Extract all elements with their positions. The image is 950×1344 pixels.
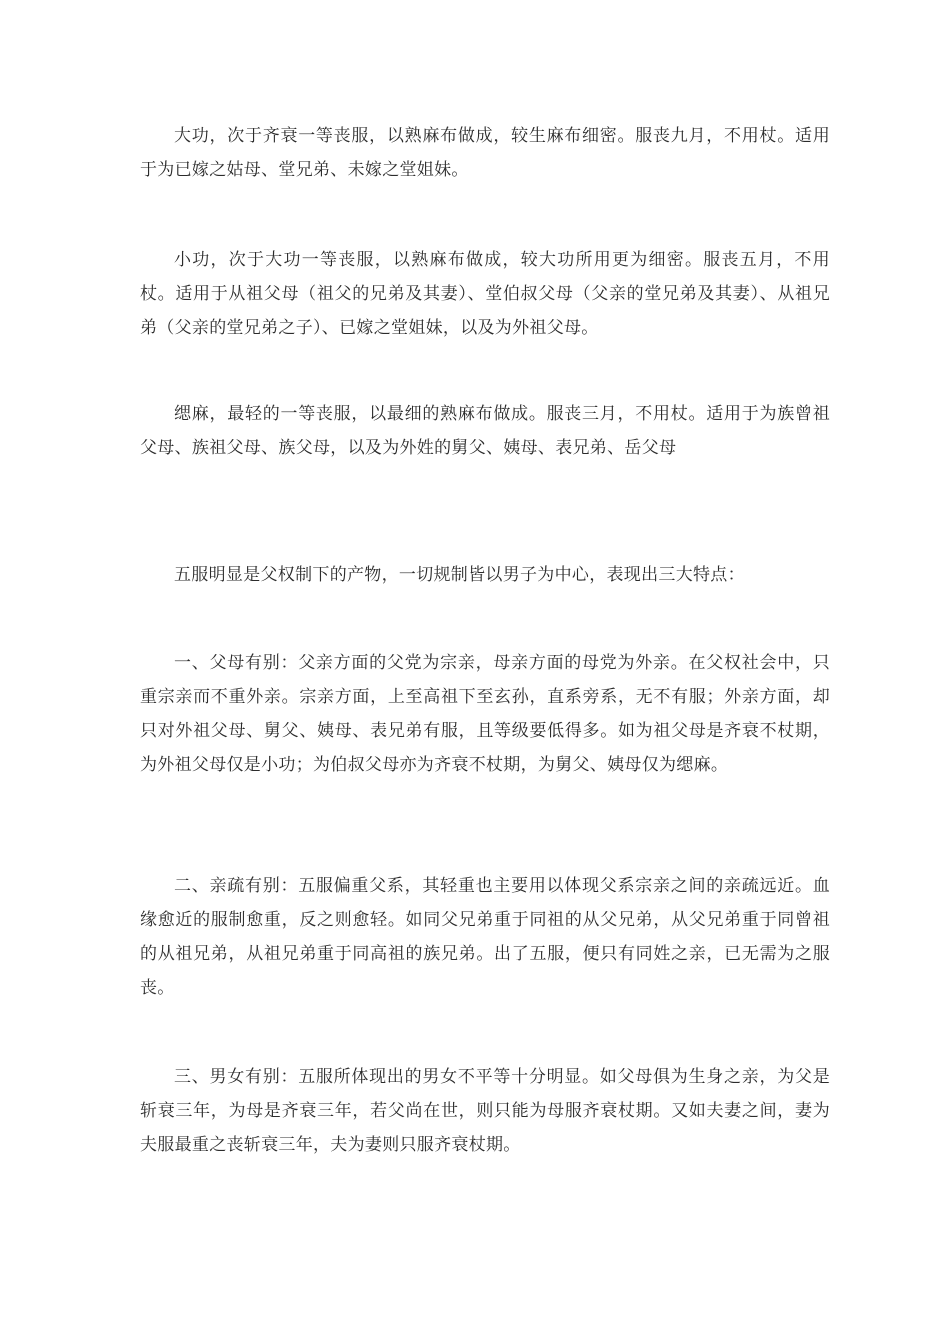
paragraph-point-one: 一、父母有别：父亲方面的父党为宗亲，母亲方面的母党为外亲。在父权社会中，只重宗亲而不重外亲。宗亲方面，上至高祖下至玄孙，直系旁系，无不有服；外亲方面，却只对外祖父母、舅父、姨母、表兄弟有服，且等级要低得多。如为祖父母是齐衰不杖期，为外祖父母仅是小功；为伯叔父母亦为齐衰不杖期，为舅父、姨母仅为缌麻。 (140, 653, 830, 775)
paragraph-dagong: 大功，次于齐衰一等丧服，以熟麻布做成，较生麻布细密。服丧九月，不用杖。适用于为已嫁之姑母、堂兄弟、未嫁之堂姐妹。 (140, 126, 830, 180)
paragraph-xiaogong: 小功，次于大功一等丧服，以熟麻布做成，较大功所用更为细密。服丧五月，不用杖。适用于从祖父母（祖父的兄弟及其妻）、堂伯叔父母（父亲的堂兄弟及其妻）、从祖兄弟（父亲的堂兄弟之子）、已嫁之堂姐妹，以及为外祖父母。 (140, 250, 830, 338)
paragraph-wufu-intro: 五服明显是父权制下的产物，一切规制皆以男子为中心，表现出三大特点： (174, 565, 745, 585)
paragraph-point-three: 三、男女有别：五服所体现出的男女不平等十分明显。如父母俱为生身之亲，为父是斩衰三年，为母是齐衰三年，若父尚在世，则只能为母服齐衰杖期。又如夫妻之间，妻为夫服最重之丧斩衰三年，夫为妻则只服齐衰杖期。 (140, 1067, 830, 1155)
paragraph-point-two: 二、亲疏有别：五服偏重父系，其轻重也主要用以体现父系宗亲之间的亲疏远近。血缘愈近的服制愈重，反之则愈轻。如同父兄弟重于同祖的从父兄弟，从父兄弟重于同曾祖的从祖兄弟，从祖兄弟重于同高祖的族兄弟。出了五服，便只有同姓之亲，已无需为之服丧。 (140, 876, 830, 998)
paragraph-sima: 缌麻，最轻的一等丧服，以最细的熟麻布做成。服丧三月，不用杖。适用于为族曾祖父母、族祖父母、族父母，以及为外姓的舅父、姨母、表兄弟、岳父母 (140, 404, 830, 458)
